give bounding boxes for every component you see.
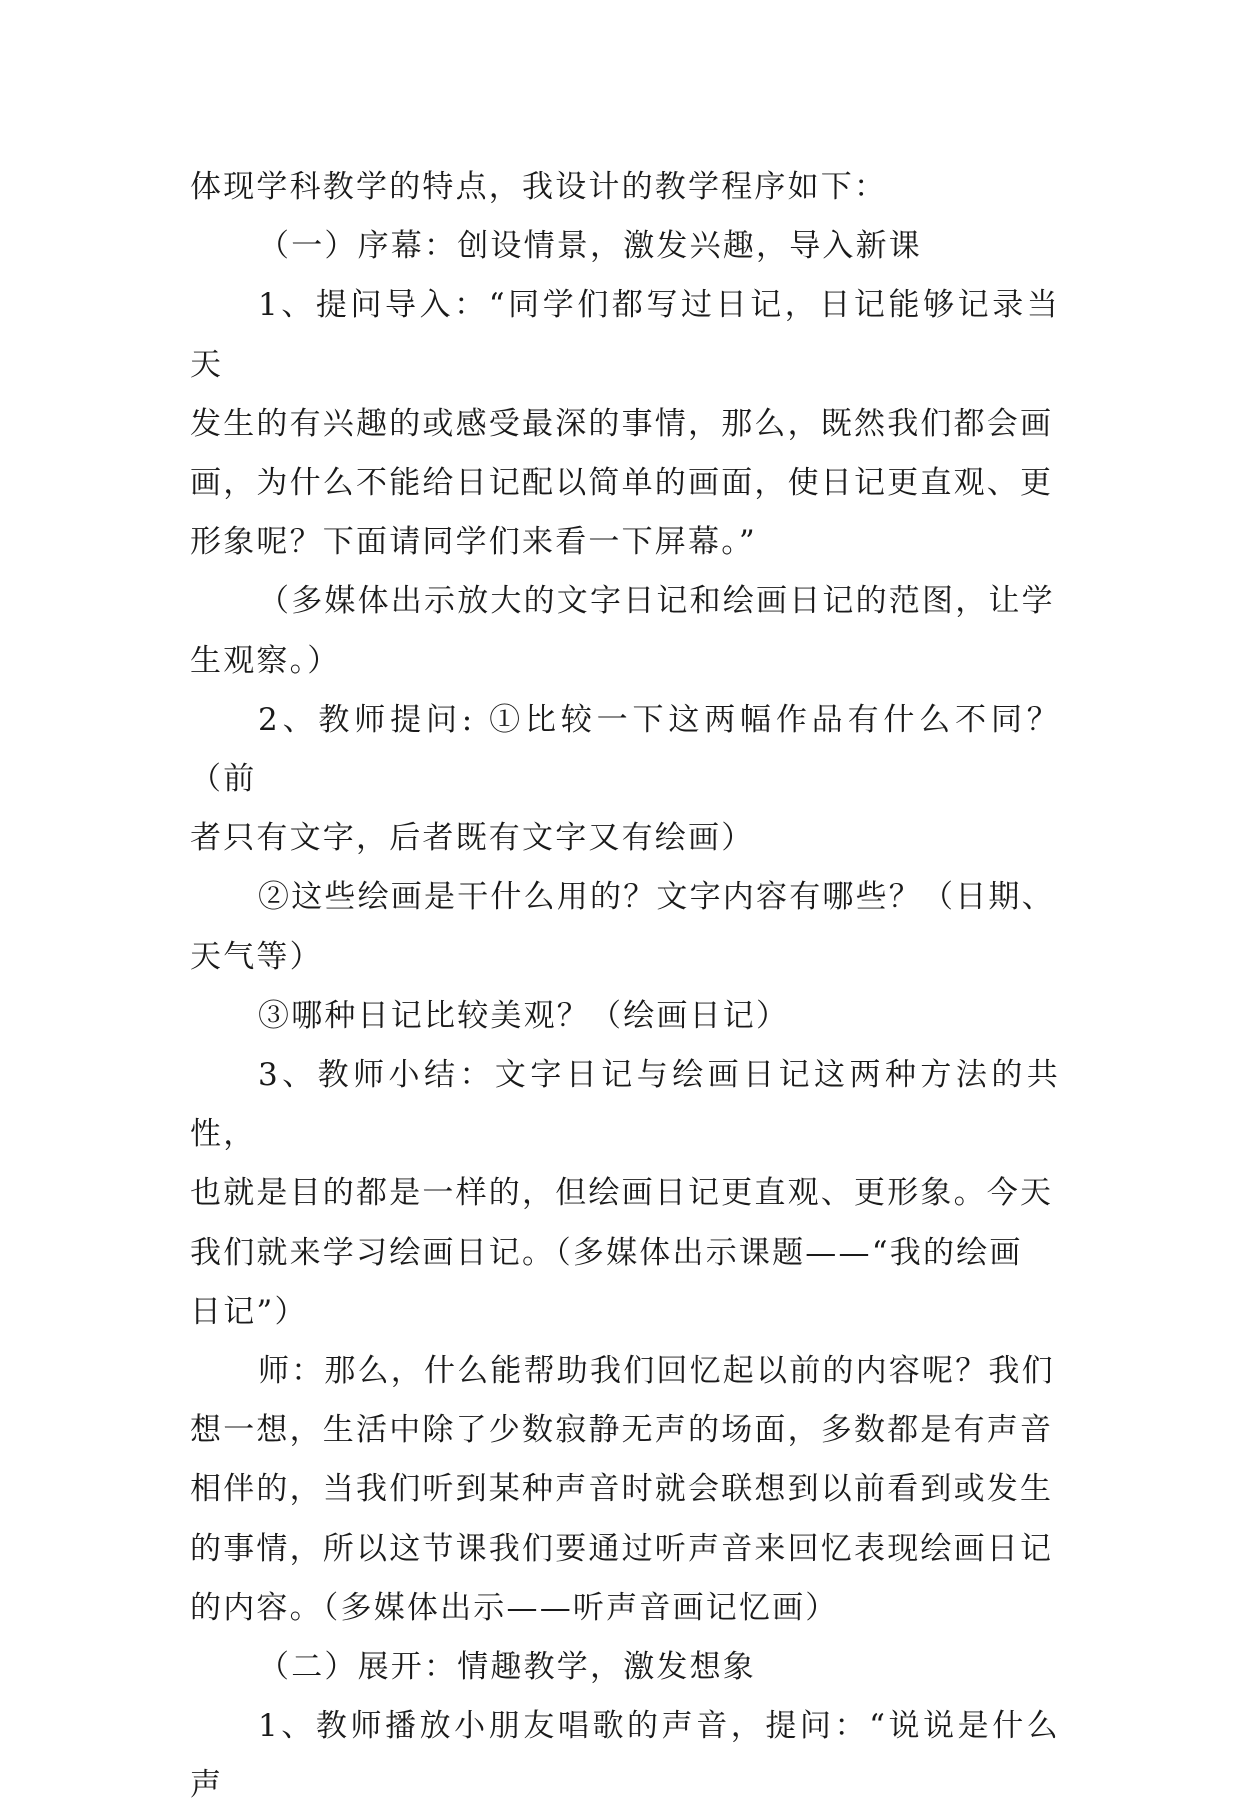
text-line: 1、教师播放小朋友唱歌的声音，提问：“说说是什么声 <box>190 1708 1060 1804</box>
text-line: 相伴的，当我们听到某种声音时就会联想到以前看到或发生 <box>190 1471 1054 1508</box>
text-line: 发生的有兴趣的或感受最深的事情，那么，既然我们都会画 <box>190 405 1054 442</box>
section-heading: （一）序幕：创设情景，激发兴趣，导入新课 <box>258 228 922 265</box>
text-line: 2、教师提问: ①比较一下这两幅作品有什么不同？（前 <box>190 701 1060 798</box>
text-line: 体现学科教学的特点，我设计的教学程序如下： <box>190 169 888 205</box>
section-heading: （二）展开：情趣教学，激发想象 <box>258 1649 756 1686</box>
text-line: 1、提问导入：“同学们都写过日记，日记能够记录当天 <box>190 287 1060 383</box>
text-line: 师：那么，什么能帮助我们回忆起以前的内容呢？我们 <box>258 1353 1055 1390</box>
text-line: 想一想，生活中除了少数寂静无声的场面，多数都是有声音 <box>190 1412 1054 1449</box>
text-line: 者只有文字，后者既有文字又有绘画） <box>190 820 755 857</box>
text-line: 的事情，所以这节课我们要通过听声音来回忆表现绘画日记 <box>190 1530 1054 1567</box>
text-line: 我们就来学习绘画日记。（多媒体出示课题——“我的绘画 <box>190 1234 1023 1271</box>
text-line: 也就是目的都是一样的，但绘画日记更直观、更形象。今天 <box>190 1175 1054 1212</box>
document-body <box>190 158 1060 1816</box>
text-line: 3、教师小结：文字日记与绘画日记这两种方法的共性， <box>190 1057 1060 1153</box>
text-line: 生观察。） <box>190 642 341 679</box>
text-line: 日记”） <box>190 1293 308 1330</box>
text-line: （多媒体出示放大的文字日记和绘画日记的范图，让学 <box>258 583 1055 620</box>
text-line: ③哪种日记比较美观？（绘画日记） <box>258 997 790 1034</box>
text-line: 的内容。（多媒体出示——听声音画记忆画） <box>190 1589 839 1626</box>
text-line: 画，为什么不能给日记配以简单的画面，使日记更直观、更 <box>190 465 1054 502</box>
text-line: 天气等） <box>190 938 323 975</box>
text-line: 形象呢？下面请同学们来看一下屏幕。” <box>190 524 757 561</box>
text-line: ②这些绘画是干什么用的？文字内容有哪些？（日期、 <box>258 879 1055 916</box>
